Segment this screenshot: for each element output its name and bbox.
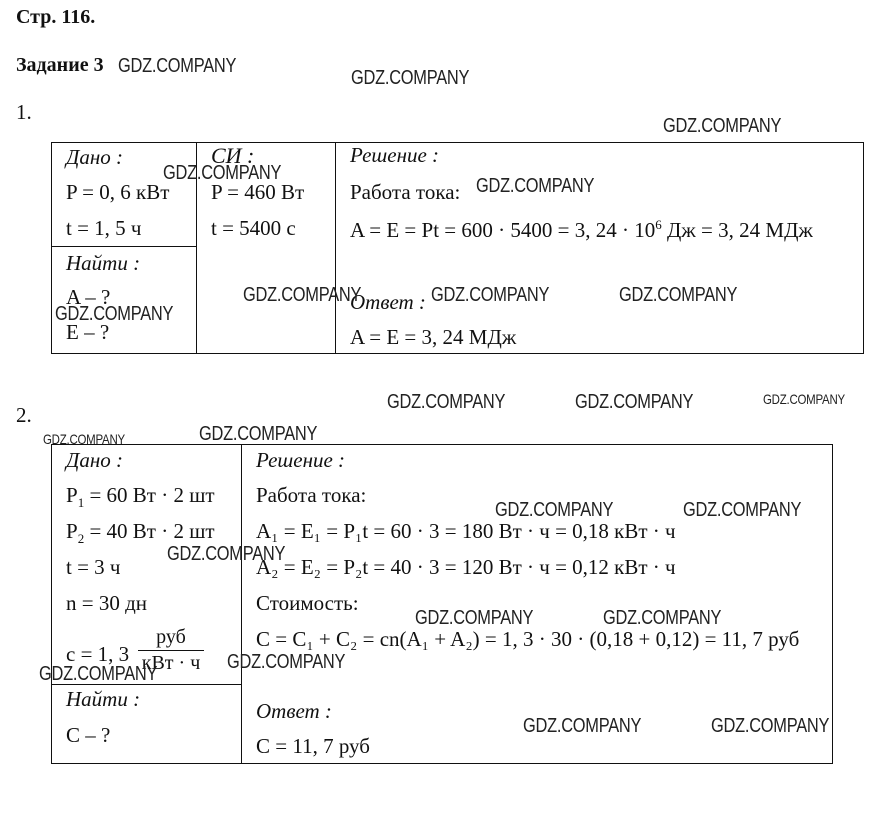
p2-c-denominator: кВт · ч xyxy=(141,652,201,674)
watermark: GDZ.COMPANY xyxy=(43,431,125,447)
watermark: GDZ.COMPANY xyxy=(495,499,614,521)
p2-cost-text: Стоимость: xyxy=(256,591,359,615)
p1-solution-label: Решение : xyxy=(350,143,440,167)
p1-si-label: СИ : xyxy=(211,143,255,168)
p1-find-e: E – ? xyxy=(66,320,110,344)
p1-si-time: t = 5400 с xyxy=(211,216,296,240)
watermark: GDZ.COMPANY xyxy=(387,391,506,413)
p2-line-3: C = C₁ + C₂ = cn(A₁ + A₂) = 1, 3 · 30 · (0,18 + 0,12) = 11, 7 руб xyxy=(256,627,800,651)
watermark: GDZ.COMPANY xyxy=(227,651,346,673)
p2-given-n: n = 30 дн xyxy=(66,591,148,615)
watermark: GDZ.COMPANY xyxy=(603,607,722,629)
watermark: GDZ.COMPANY xyxy=(663,115,782,137)
p2-line-1: A₁ = E₁ = P₁t = 60 · 3 = 180 Вт · ч = 0,18 кВт · ч xyxy=(256,519,676,543)
problem-2-number: 2. xyxy=(16,403,32,427)
p1-formula xyxy=(350,217,813,243)
watermark: GDZ.COMPANY xyxy=(476,175,595,197)
problem-1-number: 1. xyxy=(16,100,32,124)
watermark: GDZ.COMPANY xyxy=(243,284,362,306)
watermark: GDZ.COMPANY xyxy=(619,284,738,306)
p2-find-label: Найти : xyxy=(66,687,141,711)
watermark: GDZ.COMPANY xyxy=(55,303,174,325)
p1-given-label: Дано : xyxy=(66,145,124,169)
task-title: Задание 3 xyxy=(16,54,104,76)
p2-given-p2: $P_2 = 40$ Вт · 2 шт xyxy=(66,519,215,547)
p2-given-label: Дано : xyxy=(66,448,124,472)
watermark: GDZ.COMPANY xyxy=(39,663,158,685)
p2-line-2: A₂ = E₂ = P₂t = 40 · 3 = 120 Вт · ч = 0,12 кВт · ч xyxy=(256,555,676,579)
page-number: Стр. 116. xyxy=(16,6,96,28)
p2-find: C – ? xyxy=(66,723,111,747)
p1-given-power: P = 0, 6 кВт xyxy=(66,180,170,204)
p1-formula-exp: 6 xyxy=(655,217,662,232)
watermark: GDZ.COMPANY xyxy=(163,162,282,184)
watermark: GDZ.COMPANY xyxy=(351,67,470,89)
watermark: GDZ.COMPANY xyxy=(118,55,237,77)
p2-given-c: c = 1, 3 xyxy=(66,642,130,666)
p1-solution-text: Работа тока: xyxy=(350,180,461,204)
p2-given-t: t = 3 ч xyxy=(66,555,121,579)
watermark: GDZ.COMPANY xyxy=(763,391,845,407)
p2-answer: C = 11, 7 руб xyxy=(256,734,370,758)
p2-answer-label: Ответ : xyxy=(256,699,332,723)
watermark: GDZ.COMPANY xyxy=(523,715,642,737)
p1-formula-unit: Дж = 3, 24 МДж xyxy=(666,218,813,242)
watermark: GDZ.COMPANY xyxy=(199,423,318,445)
watermark: GDZ.COMPANY xyxy=(431,284,550,306)
p1-find-a: A – ? xyxy=(66,285,111,309)
p1-answer-label: Ответ : xyxy=(350,290,426,314)
p2-work-text: Работа тока: xyxy=(256,483,367,507)
p2-c-numerator: руб xyxy=(156,626,186,648)
p1-formula-main: A = E = Pt = 600 · 5400 = 3, 24 · 10 xyxy=(350,218,656,242)
watermark: GDZ.COMPANY xyxy=(167,543,286,565)
watermark: GDZ.COMPANY xyxy=(711,715,830,737)
watermark: GDZ.COMPANY xyxy=(683,499,802,521)
watermark: GDZ.COMPANY xyxy=(415,607,534,629)
p1-find-label: Найти : xyxy=(66,251,141,275)
p2-solution-label: Решение : xyxy=(256,448,346,472)
p1-given-time: t = 1, 5 ч xyxy=(66,216,142,240)
p2-given-p1: $P_1 = 60$ Вт · 2 шт xyxy=(66,483,215,511)
p1-answer: A = E = 3, 24 МДж xyxy=(350,325,517,349)
watermark: GDZ.COMPANY xyxy=(575,391,694,413)
p1-si-power: P = 460 Вт xyxy=(211,180,305,204)
